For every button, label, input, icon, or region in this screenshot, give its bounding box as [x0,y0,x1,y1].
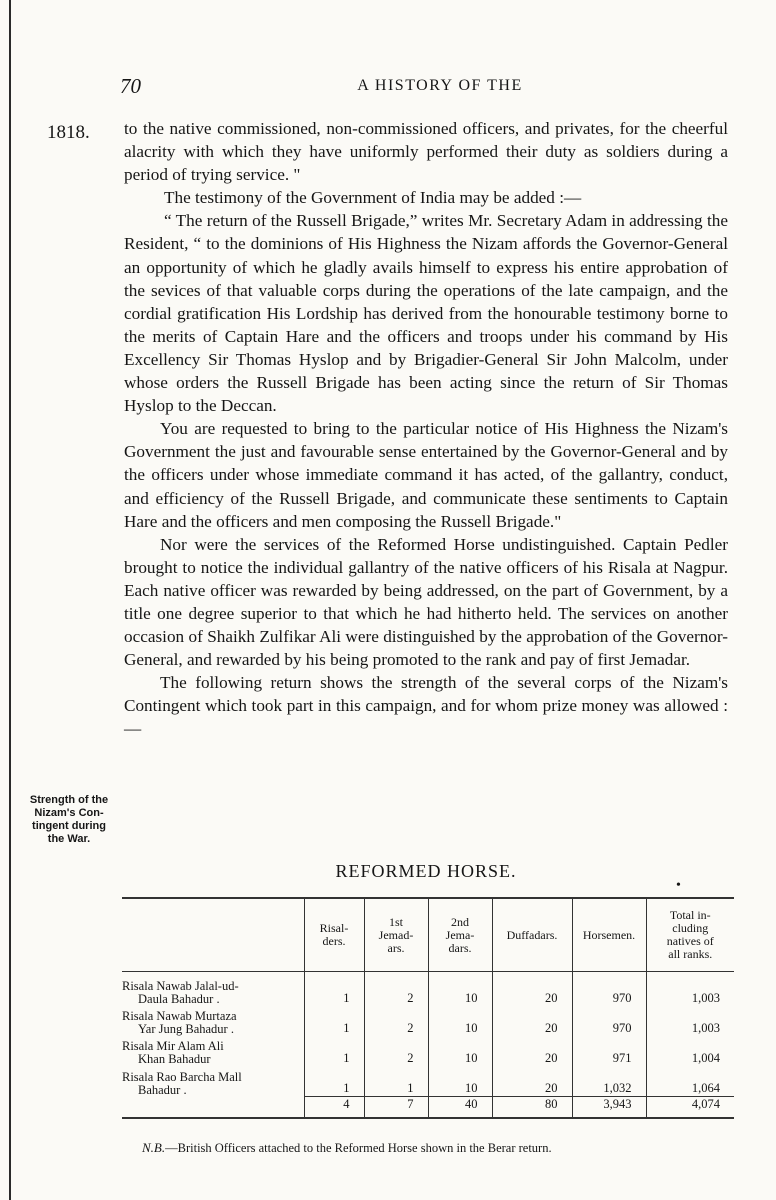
total-cell: 4 [304,1097,364,1119]
strength-table [122,897,734,1119]
table-title: REFORMED HORSE. [335,861,517,881]
sidenote [17,794,121,846]
paragraph: to the native commissioned, non-commissioned officers, and privates, for the cheerful alacrity with which they have uniformly performed their duty as soldiers during a period of trying service. " [124,119,728,185]
page-number: 70 [120,74,141,98]
table-cell: 10 [428,1036,492,1066]
header-cell [364,898,428,972]
table-row [122,972,734,1007]
table-cell: 1,032 [572,1066,646,1097]
sidenote-line: Strength of the [29,794,109,806]
margin-year: 1818. [47,122,90,143]
table-cell: 1 [304,1036,364,1066]
table-cell: 2 [364,1006,428,1036]
header-label: Risal- ders. [319,921,349,948]
table-cell: 10 [428,1066,492,1097]
sidenote-line: the War. [47,833,91,845]
table-cell: 1,003 [646,1006,734,1036]
stray-mark: • [676,878,681,893]
header-cell [492,898,572,972]
paragraph: You are requested to bring to the particular notice of His Highness the Nizam's Government the just and favourable sense entertained by the Governor-General and by the officers under whose immediate command it has acted, of the gallantry, conduct, and efficiency of the Russell Brigade, and communicate these sentiments to Captain Hare and the officers and men composing the Russell Brigade." [124,419,728,531]
table-row [122,1066,734,1097]
paragraph: The following return shows the strength of the several corps of the Nizam's Contingent which took part in this campaign, and for whom prize money was allowed :— [124,673,728,739]
total-cell: 3,943 [572,1097,646,1119]
header-label: Total in- cluding natives of all ranks. [666,908,714,961]
table-cell: 20 [492,1036,572,1066]
total-cell: 80 [492,1097,572,1119]
totals-row [122,1097,734,1119]
running-head [120,74,760,102]
total-cell: 7 [364,1097,428,1119]
header-label: 2nd Jema- dars. [445,914,475,955]
sidenote-line: tingent during [32,820,106,832]
body-text [124,117,728,741]
table-footnote [142,1140,742,1156]
table-cell: 10 [428,972,492,1007]
header-cell [304,898,364,972]
risala-name: Risala Nawab Murtaza Yar Jung Bahadur . [122,1009,237,1036]
paragraph: The testimony of the Government of India may be added :— [164,188,582,208]
footnote-label: N.B. [142,1140,166,1155]
table-cell: 10 [428,1006,492,1036]
header-label: 1st Jemad- ars. [378,914,414,955]
total-cell: 40 [428,1097,492,1119]
table-cell: 20 [492,1066,572,1097]
table-cell: 1,003 [646,972,734,1007]
table-cell: 970 [572,972,646,1007]
total-cell: 4,074 [646,1097,734,1119]
header-cell [646,898,734,972]
paragraph: Nor were the services of the Reformed Horse undistinguished. Captain Pedler brought to notice the individual gallantry of the native officers of his Risala at Nagpur. Each native officer was rewarded by being addressed, on the part of Government, by a title one degree superior to that which he had hitherto held. The services on another occasion of Shaikh Zulfikar Ali were distinguished by the approbation of the Governor-General, and rewarded by his being promoted to the rank and pay of first Jemadar. [124,534,728,670]
page-edge-rule [9,0,11,1200]
table-cell: 970 [572,1006,646,1036]
table-cell: 1 [364,1066,428,1097]
paragraph: “ The return of the Russell Brigade,” writes Mr. Secretary Adam in addressing the Resident, “ to the dominions of His Highness the Nizam affords the Governor-General an opportunity of which he gladly avails himself to express his entire approbation of the sevices of that valuable corps during the operations of the late campaign, and the cordial gratification His Lordship has derived from the honourable testimony borne to the merits of Captain Hare and the officers and troops under his command by His Excellency Sir Thomas Hyslop and by Brigadier-General Sir John Malcolm, under whose orders the Russell Brigade has been acting since the return of Sir Thomas Hyslop to the Deccan. [124,211,728,416]
table-cell: 1,004 [646,1036,734,1066]
risala-name: Risala Rao Barcha Mall Bahadur . [122,1069,242,1097]
header-label: Duffadars. [506,927,558,942]
table-row [122,1036,734,1066]
table-cell: 2 [364,972,428,1007]
table-cell: 1 [304,972,364,1007]
sidenote-line: Nizam's Con- [34,807,104,819]
table-cell: 1,064 [646,1066,734,1097]
table-cell: 1 [304,1066,364,1097]
table-cell: 20 [492,972,572,1007]
table-header-row [122,898,734,972]
running-head-title: A HISTORY OF THE [357,77,523,94]
header-cell [572,898,646,972]
footnote-text: —British Officers attached to the Reformed Horse shown in the Berar return. [165,1141,552,1155]
header-cell-blank [122,898,304,972]
table-row [122,1006,734,1036]
risala-name: Risala Nawab Jalal-ud- Daula Bahadur . [122,979,239,1006]
header-label: Horsemen. [582,927,636,942]
table-cell: 971 [572,1036,646,1066]
totals-blank [122,1097,304,1119]
risala-name: Risala Mir Alam Ali Khan Bahadur [122,1039,224,1066]
table-cell: 20 [492,1006,572,1036]
table-cell: 1 [304,1006,364,1036]
header-cell [428,898,492,972]
table-cell: 2 [364,1036,428,1066]
